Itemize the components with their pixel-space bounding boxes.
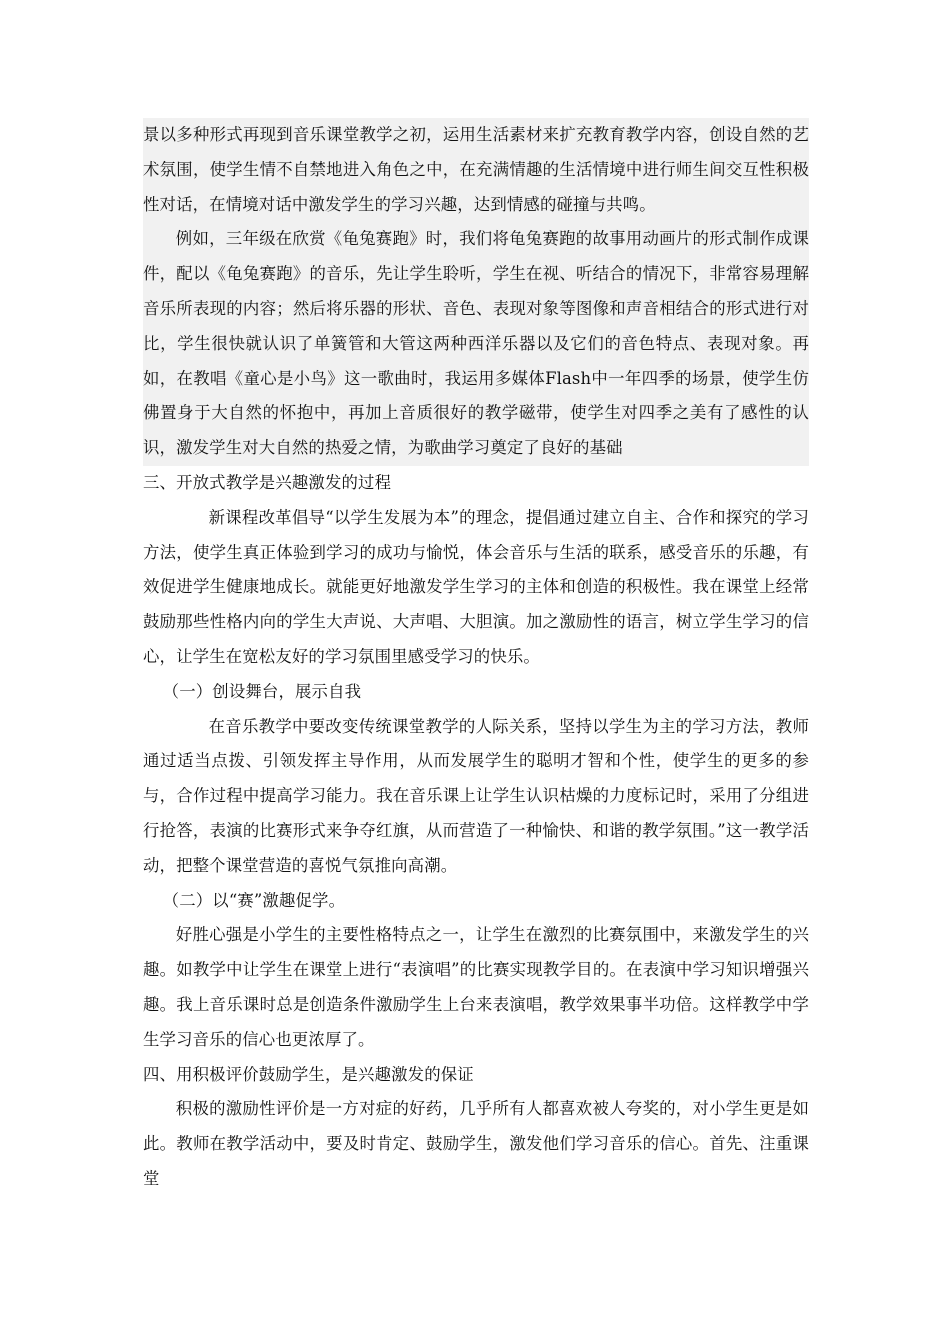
section-heading-4: 四、用积极评价鼓励学生，是兴趣激发的保证: [143, 1064, 474, 1084]
paragraph-open-teaching: 新课程改革倡导“以学生发展为本”的理念，提倡通过建立自主、合作和探究的学习方法，使学生真正体验到学习的成功与愉悦，体会音乐与生活的联系，感受音乐的乐趣，有效促进学生健康地成长。就能更好地激发学生学习的主体和创造的积极性。我在课堂上经常鼓励那些性格内向的学生大声说、大声唱、大胆演。加之激励性的语言，树立学生学习的信心，让学生在宽松友好的学习氛围里感受学习的快乐。: [143, 507, 809, 666]
paragraph-stage: 在音乐教学中要改变传统课堂教学的人际关系，坚持以学生为主的学习方法，教师通过适当点拨、引领发挥主导作用，从而发展学生的聪明才智和个性，使学生的更多的参与，合作过程中提高学习能力。我在音乐课上让学生认识枯燥的力度标记时，采用了分组进行抢答，表演的比赛形式来争夺红旗，从而营造了一种愉快、和谐的教学氛围。”这一教学活动，把整个课堂营造的喜悦气氛推向高潮。: [143, 716, 809, 875]
paragraph-competition: 好胜心强是小学生的主要性格特点之一，让学生在激烈的比赛氛围中，来激发学生的兴趣。如教学中让学生在课堂上进行“表演唱”的比赛实现教学目的。在表演中学习知识增强兴趣。我上音乐课时总是创造条件激励学生上台来表演唱，教学效果事半功倍。这样教学中学生学习音乐的信心也更浓厚了。: [143, 925, 809, 1049]
paragraph-example-tortoise-hare: 例如，三年级在欣赏《龟兔赛跑》时，我们将龟兔赛跑的故事用动画片的形式制作成课件，配以《龟兔赛跑》的音乐，先让学生聆听，学生在视、听结合的情况下，非常容易理解音乐所表现的内容；然后将乐器的形状、音色、表现对象等图像和声音相结合的形式进行对比，学生很快就认识了单簧管和大管这两种西洋乐器以及它们的音色特点、表现对象。再如，在教唱《童心是小鸟》这一歌曲时，我运用多媒体Flash中一年四季的场景，使学生仿佛置身于大自然的怀抱中，再加上音质很好的教学磁带，使学生对四季之美有了感性的认识，激发学生对大自然的热爱之情，为歌曲学习奠定了良好的基础: [143, 222, 809, 466]
document-body: [143, 118, 809, 1197]
paragraph-scene-intro: 景以多种形式再现到音乐课堂教学之初，运用生活素材来扩充教育教学内容，创设自然的艺术氛围，使学生情不自禁地进入角色之中，在充满情趣的生活情境中进行师生间交互性积极性对话，在情境对话中激发学生的学习兴趣，达到情感的碰撞与共鸣。: [143, 118, 809, 222]
section-heading-3: 三、开放式教学是兴趣激发的过程: [143, 472, 392, 492]
paragraph-evaluation: 积极的激励性评价是一方对症的好药，几乎所有人都喜欢被人夸奖的，对小学生更是如此。教师在教学活动中，要及时肯定、鼓励学生，激发他们学习音乐的信心。首先、注重课堂: [143, 1099, 809, 1188]
subheading-stage: （一）创设舞台，展示自我: [162, 681, 362, 701]
subheading-competition: （二）以“赛”激趣促学。: [162, 890, 346, 910]
